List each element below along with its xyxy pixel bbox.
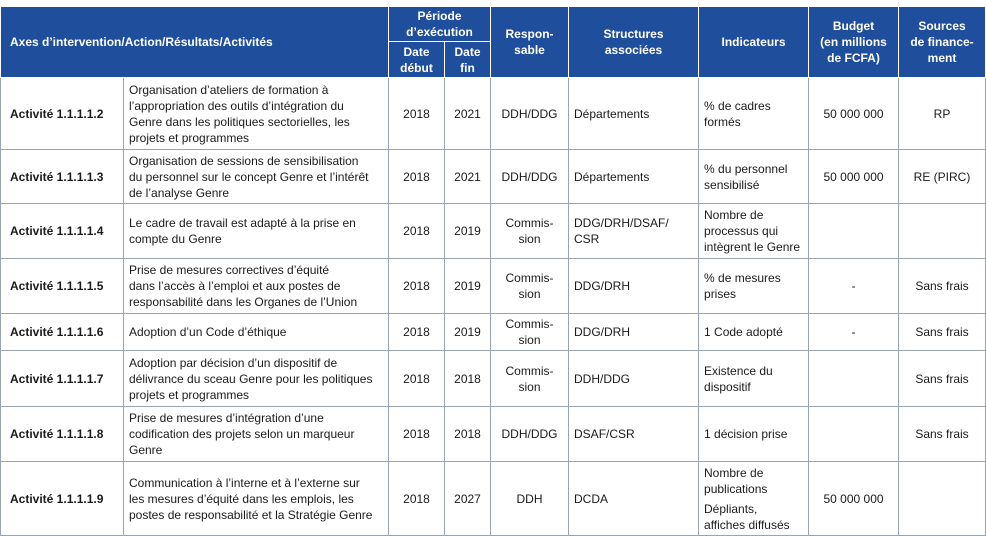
source-cell	[899, 204, 986, 259]
text-line: DCDA	[574, 491, 609, 506]
table-row	[1, 314, 986, 351]
header-date-fin	[445, 42, 491, 78]
text-line: projets et programmes	[129, 387, 250, 402]
text-line: (en millions	[820, 35, 887, 49]
date-fin-cell: 2018	[445, 351, 491, 407]
responsable-cell	[491, 204, 569, 259]
activity-code: Activité 1.1.1.1.2	[1, 78, 124, 150]
text-line: Période	[417, 9, 462, 23]
date-fin-cell: 2021	[445, 78, 491, 150]
source-cell: RP	[899, 78, 986, 150]
structures-cell	[569, 259, 699, 314]
text-line: sion	[518, 333, 541, 347]
text-line: intègrent le Genre	[704, 240, 801, 254]
structures-cell	[569, 204, 699, 259]
text-line: 1 décision prise	[704, 427, 788, 441]
responsable-cell	[491, 78, 569, 150]
header-indicateurs: Indicateurs	[699, 7, 809, 78]
text-line: début	[400, 60, 433, 75]
text-line: responsabilité dans les Organes de l’Union	[129, 295, 358, 309]
budget-cell	[809, 407, 899, 462]
text-line: Commis-	[505, 271, 554, 285]
activity-code: Activité 1.1.1.1.9	[1, 462, 124, 536]
text-line: d’exécution	[406, 25, 473, 39]
text-line: DDG/DRH	[574, 325, 631, 339]
text-line: de finance-	[910, 35, 974, 49]
text-line: affiches diffusés	[704, 517, 790, 532]
text-line: compte du Genre	[129, 232, 222, 246]
text-line: DDH/DDG	[501, 106, 558, 121]
text-line: Organisation d’ateliers de formation à	[129, 82, 329, 97]
text-line: Existence du	[704, 363, 773, 378]
structures-cell	[569, 407, 699, 462]
text-line: associées	[604, 43, 663, 57]
activity-description	[124, 150, 389, 204]
date-debut-cell: 2018	[389, 314, 445, 351]
text-line: projets et programmes	[129, 130, 250, 145]
activity-description	[124, 351, 389, 407]
indicateurs-cell	[699, 407, 809, 462]
text-line: % de cadres	[704, 98, 771, 113]
text-line: Adoption d’un Code d’éthique	[129, 325, 287, 339]
budget-cell: -	[809, 314, 899, 351]
text-line: publications	[704, 481, 768, 496]
date-debut-cell: 2018	[389, 407, 445, 462]
date-fin-cell: 2019	[445, 204, 491, 259]
text-line: postes de responsabilité et la Stratégie Genre	[129, 507, 373, 522]
text-line: processus qui	[704, 224, 779, 238]
budget-cell	[809, 351, 899, 407]
text-line: Date	[454, 44, 481, 59]
indicateurs-cell	[699, 259, 809, 314]
date-fin-cell: 2021	[445, 150, 491, 204]
text-line: DDH/DDG	[501, 169, 558, 184]
header-row-1	[1, 7, 986, 42]
header-sources	[899, 7, 986, 78]
text-line: DDG/DRH/DSAF/	[574, 216, 669, 230]
date-debut-cell: 2018	[389, 259, 445, 314]
responsable-cell	[491, 462, 569, 536]
text-line: Le cadre de travail est adapté à la prise en	[129, 216, 356, 230]
text-line: sensibilisé	[704, 177, 760, 192]
table-body	[1, 78, 986, 536]
activities-table	[0, 6, 986, 536]
responsable-cell	[491, 150, 569, 204]
text-line: Dépliants,	[704, 501, 758, 516]
structures-cell	[569, 150, 699, 204]
budget-cell: 50 000 000	[809, 150, 899, 204]
source-cell: Sans frais	[899, 351, 986, 407]
date-fin-cell: 2019	[445, 259, 491, 314]
text-line: Structures	[603, 27, 664, 41]
responsable-cell	[491, 407, 569, 462]
text-line: ment	[927, 51, 957, 65]
text-line: DDH/DDG	[501, 427, 558, 441]
text-line: DDG/DRH	[574, 279, 631, 293]
responsable-cell	[491, 259, 569, 314]
text-line: Adoption par décision d’un dispositif de	[129, 355, 338, 370]
activity-description	[124, 462, 389, 536]
source-cell: RE (PIRC)	[899, 150, 986, 204]
budget-cell	[809, 204, 899, 259]
indicateurs-cell	[699, 150, 809, 204]
text-line: % du personnel	[704, 161, 788, 176]
text-line: Prise de mesures correctives d’équité	[129, 263, 330, 277]
date-debut-cell: 2018	[389, 78, 445, 150]
text-line: % de mesures	[704, 271, 781, 285]
text-line: 1 Code adopté	[704, 325, 783, 339]
header-responsable	[491, 7, 569, 78]
activity-code: Activité 1.1.1.1.3	[1, 150, 124, 204]
text-line: Prise de mesures d’intégration d’une	[129, 411, 324, 425]
text-line: Commis-	[505, 317, 554, 331]
budget-cell: -	[809, 259, 899, 314]
text-line: Communication à l’interne et à l’externe sur	[129, 475, 360, 490]
text-line: fin	[460, 60, 475, 75]
indicateurs-cell	[699, 314, 809, 351]
text-line: Nombre de	[704, 208, 764, 222]
text-line: les mesures d’équité dans les emplois, les	[129, 491, 354, 506]
text-line: dans l’accès à l’emploi et aux postes de	[129, 279, 341, 293]
activity-description	[124, 204, 389, 259]
source-cell	[899, 462, 986, 536]
text-line: dispositif	[704, 379, 751, 394]
budget-cell: 50 000 000	[809, 78, 899, 150]
activity-code: Activité 1.1.1.1.7	[1, 351, 124, 407]
indicateurs-cell	[699, 351, 809, 407]
text-line: Budget	[832, 19, 875, 33]
text-line: du personnel sur le concept Genre et l’intérêt	[129, 169, 369, 184]
text-line: Sources	[918, 19, 966, 33]
text-line: formés	[704, 114, 741, 129]
table-row	[1, 78, 986, 150]
indicateurs-cell	[699, 78, 809, 150]
activity-code: Activité 1.1.1.1.4	[1, 204, 124, 259]
header-axes: Axes d’intervention/Action/Résultats/Activités	[1, 7, 389, 78]
indicateurs-cell	[699, 204, 809, 259]
date-fin-cell: 2027	[445, 462, 491, 536]
table-row	[1, 150, 986, 204]
activity-description	[124, 78, 389, 150]
header-date-debut	[389, 42, 445, 78]
activity-description	[124, 407, 389, 462]
date-debut-cell: 2018	[389, 150, 445, 204]
text-line: prises	[704, 287, 737, 301]
text-line: sion	[518, 232, 541, 246]
text-line: Commis-	[505, 216, 554, 230]
text-line: sion	[518, 379, 541, 394]
text-line: Date	[403, 44, 430, 59]
date-debut-cell: 2018	[389, 204, 445, 259]
date-debut-cell: 2018	[389, 462, 445, 536]
activity-description	[124, 259, 389, 314]
text-line: Nombre de	[704, 465, 764, 480]
text-line: l’appropriation des outils d’intégration du	[129, 98, 344, 113]
table-row	[1, 351, 986, 407]
text-line: Organisation de sessions de sensibilisation	[129, 153, 359, 168]
header-budget	[809, 7, 899, 78]
table-row	[1, 462, 986, 536]
activity-description	[124, 314, 389, 351]
date-fin-cell: 2019	[445, 314, 491, 351]
text-line: délivrance du sceau Genre pour les politiques	[129, 371, 373, 386]
table-row	[1, 204, 986, 259]
source-cell: Sans frais	[899, 407, 986, 462]
structures-cell	[569, 462, 699, 536]
text-line: Départements	[574, 106, 650, 121]
activity-code: Activité 1.1.1.1.6	[1, 314, 124, 351]
table-row	[1, 259, 986, 314]
activity-code: Activité 1.1.1.1.8	[1, 407, 124, 462]
source-cell: Sans frais	[899, 259, 986, 314]
text-line: Départements	[574, 169, 650, 184]
structures-cell	[569, 351, 699, 407]
header-periode	[389, 7, 491, 42]
text-line: de l’analyse Genre	[129, 185, 230, 200]
date-debut-cell: 2018	[389, 351, 445, 407]
text-line: de FCFA)	[827, 51, 880, 65]
date-fin-cell: 2018	[445, 407, 491, 462]
text-line: DSAF/CSR	[574, 427, 635, 441]
header-structures	[569, 7, 699, 78]
text-line: codification des projets selon un marqueur	[129, 427, 355, 441]
text-line: Genre dans les politiques sectorielles, les	[129, 114, 350, 129]
text-line: CSR	[574, 232, 600, 246]
responsable-cell	[491, 314, 569, 351]
text-line: DDH/DDG	[574, 371, 631, 386]
structures-cell	[569, 314, 699, 351]
text-line: sable	[514, 43, 545, 57]
text-line: Commis-	[505, 363, 554, 378]
text-line: Genre	[129, 443, 163, 457]
text-line: DDH	[516, 491, 543, 506]
source-cell: Sans frais	[899, 314, 986, 351]
text-line: Respon-	[505, 27, 554, 41]
structures-cell	[569, 78, 699, 150]
table-row	[1, 407, 986, 462]
indicateurs-cell	[699, 462, 809, 536]
activity-code: Activité 1.1.1.1.5	[1, 259, 124, 314]
text-line: sion	[518, 287, 541, 301]
budget-cell: 50 000 000	[809, 462, 899, 536]
responsable-cell	[491, 351, 569, 407]
